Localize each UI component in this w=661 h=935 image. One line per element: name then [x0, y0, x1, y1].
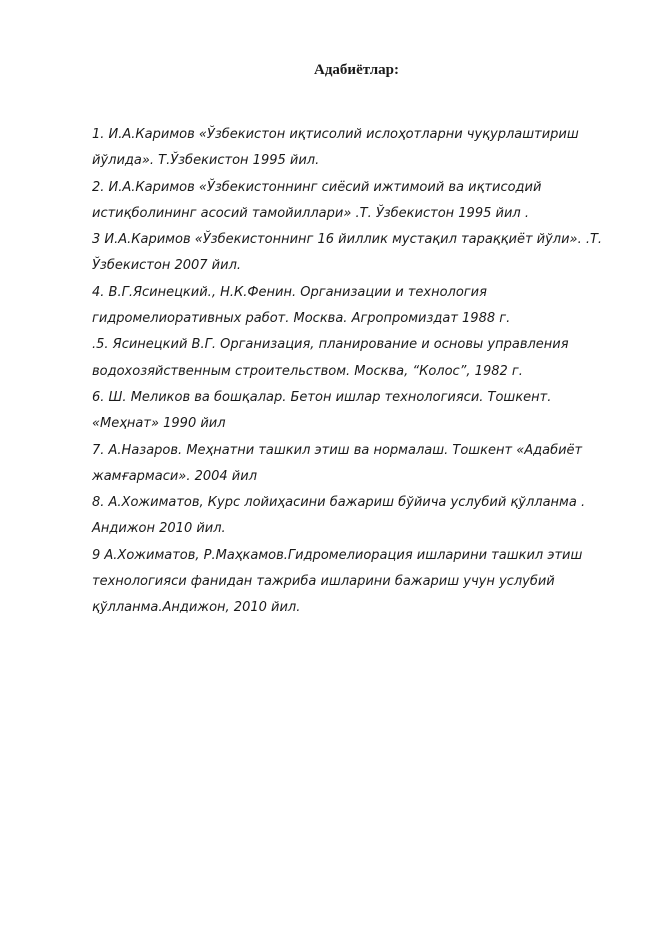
reference-line: қўлланма.Андижон, 2010 йил. [92, 600, 301, 616]
reference-line: Ўзбекистон 2007 йил. [92, 258, 242, 274]
reference-line: 4. В.Г.Ясинецкий., Н.К.Фенин. Организации и технология [92, 284, 487, 300]
reference-line: 7. А.Назаров. Меҳнатни ташкил этиш ва нормалаш. Тошкент «Адабиёт [92, 442, 583, 458]
reference-line: водохозяйственным строительством. Москва, “Колос”, 1982 г. [92, 363, 523, 379]
reference-line: жамғармаси». 2004 йил [92, 468, 258, 484]
reference-line: 8. А.Хожиматов, Курс лойиҳасини бажариш бўйича услубий қўлланма . [92, 495, 586, 511]
page-title: Адабиётлар: [314, 62, 399, 78]
reference-line: «Меҳнат» 1990 йил [92, 416, 226, 432]
reference-line: йўлида». Т.Ўзбекистон 1995 йил. [92, 153, 320, 169]
reference-line: истиқболининг асосий тамойиллари» .Т. Ўзбекистон 1995 йил . [92, 205, 529, 221]
reference-line: Андижон 2010 йил. [92, 521, 226, 537]
reference-line: .5. Ясинецкий В.Г. Организация, планирование и основы управления [92, 337, 569, 353]
reference-line: технологияси фанидан тажриба ишларини бажариш учун услубий [92, 574, 555, 590]
reference-line: 2. И.А.Каримов «Ўзбекистоннинг сиёсий ижтимоий ва иқтисодий [92, 179, 542, 195]
reference-line: гидромелиоративных работ. Москва. Агропромиздат 1988 г. [92, 311, 511, 327]
reference-line: 9 А.Хожиматов, Р.Маҳкамов.Гидромелиорация ишларини ташкил этиш [92, 547, 583, 563]
reference-line: 3 И.А.Каримов «Ўзбекистоннинг 16 йиллик мустақил тараққиёт йўли». .Т. [92, 232, 603, 248]
reference-line: 1. И.А.Каримов «Ўзбекистон иқтисолий ислоҳотларни чуқурлаштириш [92, 127, 579, 142]
reference-line: 6. Ш. Меликов ва бошқалар. Бетон ишлар технологияси. Тошкент. [92, 389, 552, 405]
reference-list [92, 122, 632, 622]
